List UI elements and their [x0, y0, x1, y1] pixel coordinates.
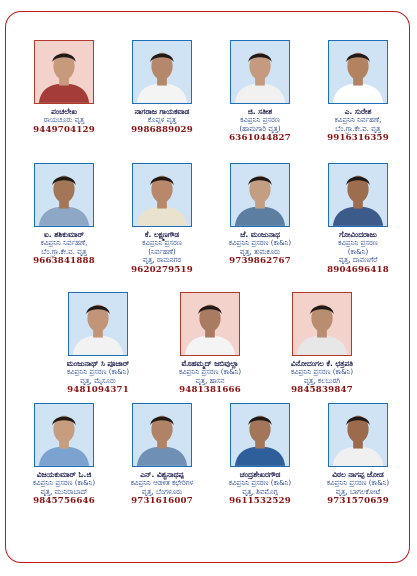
official-phone: 9739862767	[229, 256, 291, 267]
official-card	[158, 292, 262, 395]
official-photo	[68, 292, 128, 356]
official-photo	[328, 403, 388, 467]
man-portrait-icon	[35, 164, 93, 226]
official-designation: ಬೆಂ.ಗ್ರಾ.ಕೇ.ವ. ವೃತ್ತ	[335, 124, 381, 133]
official-designation: ವೃತ್ತ, ತುಮಕೂರು	[239, 247, 281, 256]
man-portrait-icon	[133, 41, 191, 103]
man-portrait-icon	[133, 404, 191, 466]
official-card	[46, 292, 150, 395]
official-designation: ಕವಿಪ್ರನಿನಿ ಪ್ರಸರಣ (ಕಾ&ನಿ)	[290, 368, 354, 376]
official-designation: ವೃತ್ತ, ಮೈಸೂರು	[80, 376, 116, 385]
official-phone: 9731616007	[131, 496, 193, 507]
man-portrait-icon	[35, 41, 93, 103]
official-card	[110, 40, 214, 135]
man-portrait-icon	[329, 41, 387, 103]
official-designation: ಕವಿಪ್ರನಿನಿ ಪ್ರಸರಣ (ಕಾ&ನಿ)	[178, 368, 242, 376]
man-portrait-icon	[133, 164, 191, 226]
official-name: ವಿಠಲ ನಾಗಪ್ಪ ಜೋಡ	[332, 470, 384, 479]
official-photo	[328, 163, 388, 227]
man-portrait-icon	[181, 293, 239, 355]
official-phone: 9620279519	[131, 264, 193, 275]
official-photo	[230, 163, 290, 227]
official-designation: ಕವಿಪ್ರನಿನಿ ನಿರ್ವಹಣೆ,	[40, 239, 88, 247]
official-phone: 8904696418	[327, 264, 389, 275]
official-name: ಕೆ. ಲಕ್ಷ್ಮಣಗೌಡ	[144, 230, 180, 239]
official-phone: 9449704129	[33, 124, 95, 135]
official-card	[12, 403, 116, 506]
official-name: ವಿನೋದಂಗಲ ಕೆ. ಛತ್ರಪತಿ	[290, 359, 354, 368]
man-portrait-icon	[231, 404, 289, 466]
official-designation: (ಹಾಮಗಾರಿ ವೃತ್ತ)	[239, 124, 281, 133]
man-portrait-icon	[329, 404, 387, 466]
official-designation: ಕವಿಪ್ರನಿನಿ ಪ್ರಸರಣ	[338, 239, 378, 247]
official-designation: ಕವಿಪ್ರನಿನಿ ಪ್ರಸರಣ	[240, 116, 280, 124]
official-phone: 9916316359	[327, 133, 389, 144]
official-name: ಎ. ಸುರೇಶ	[344, 107, 372, 116]
man-portrait-icon	[35, 404, 93, 466]
official-name: ವಿಜಯಕುಮಾರ್ ಓ.ಜಿ	[36, 470, 92, 479]
official-phone: 9986889029	[131, 124, 193, 135]
official-card	[110, 403, 214, 506]
official-designation: ರಾಯಚೂರು ವೃತ್ತ	[43, 116, 85, 124]
man-portrait-icon	[231, 164, 289, 226]
official-name: ಜಿ. ಸತೀಶ	[247, 107, 273, 116]
official-designation: ಕವಿಪ್ರನಿನಿ ಪ್ರಸರಣ (ಕಾ&ನಿ)	[66, 368, 130, 376]
official-designation: ವೃತ್ತ, ಹಾಸನ	[195, 376, 225, 385]
official-designation: ಕವಿಪ್ರನಿನಿ ಪ್ರಸರಣ (ಕಾ&ನಿ)	[228, 239, 292, 247]
man-portrait-icon	[69, 293, 127, 355]
official-designation: ವೃತ್ತ, ಕಲಬುರಗಿ	[303, 376, 341, 385]
official-photo	[328, 40, 388, 104]
official-name: ಮಂಜುನಾಥ್ ಸಿ ಪೂಜಾರ್	[66, 359, 130, 368]
official-photo	[132, 40, 192, 104]
official-photo	[34, 163, 94, 227]
official-name: ನಾಗರಾಜ ಗಾಯಕವಾಡ	[134, 107, 190, 116]
official-designation: ಕವಿಪ್ರನಿನಿ ನಿರ್ವಹಣೆ,	[334, 116, 382, 124]
official-designation: ವೃತ್ತ, ಶಿವಮೊಗ್ಗ	[242, 487, 278, 496]
official-card	[306, 163, 410, 275]
official-designation: ಬೆಂ.ಗ್ರಾ.ಕೇ.ವ. ವೃತ್ತ	[41, 247, 87, 256]
official-phone: 9481094371	[67, 385, 129, 396]
official-designation: (ಕಾ&ನಿ)	[347, 247, 369, 256]
official-photo	[34, 403, 94, 467]
official-name: ಗೋವಿಂದರಾಜು	[339, 230, 377, 239]
man-portrait-icon	[293, 293, 351, 355]
man-portrait-icon	[231, 41, 289, 103]
official-card	[208, 40, 312, 143]
official-card	[306, 403, 410, 506]
official-designation: ಕವಿಪ್ರನಿನಿ ಪ್ರಸರಣ (ಕಾ&ನಿ)	[326, 479, 390, 487]
official-designation: ವೃತ್ತ, ಮುನಿರಾಬಾದ್	[40, 487, 88, 496]
official-designation: ಕವಿಪ್ರನಿನಿ ಪ್ರಸರಣ	[142, 239, 182, 247]
official-designation: ವೃತ್ತ, ರಾಮನಗರ	[142, 256, 182, 265]
official-designation: ಕೊಪ್ಪಳ ವೃತ್ತ	[147, 116, 177, 124]
official-card	[12, 163, 116, 266]
official-name: ಪಂಚಲೇಖ	[51, 107, 77, 116]
official-designation: ವೃತ್ತ, ಬಾಗಲಕೋಟೆ	[335, 487, 381, 496]
official-card	[12, 40, 116, 135]
official-photo	[180, 292, 240, 356]
official-card	[270, 292, 374, 395]
official-designation: ಕವಿಪ್ರನಿನಿ ಆಡಳಿತ ಕಛೇರಿಗಳ	[130, 479, 194, 487]
official-phone: 9845756646	[33, 496, 95, 507]
official-designation: ವೃತ್ತ, ದಾವಣಗೆರೆ	[338, 256, 378, 265]
official-name: ಐ. ಶಶಿಕುಮಾರ್	[44, 230, 84, 239]
official-photo	[34, 40, 94, 104]
official-name: ಎನ್. ವಿಶ್ವನಾಥಪ್ಪ	[140, 470, 184, 479]
official-card	[208, 403, 312, 506]
official-phone: 6361044827	[229, 133, 291, 144]
official-name: ಚಂದ್ರಶೇಖರಗೌಡ	[239, 470, 281, 479]
official-photo	[230, 403, 290, 467]
man-portrait-icon	[329, 164, 387, 226]
official-designation: ಕವಿಪ್ರನಿನಿ ಪ್ರಸರಣ (ಕಾ&ನಿ)	[32, 479, 96, 487]
official-phone: 9731570659	[327, 496, 389, 507]
official-phone: 9845839847	[291, 385, 353, 396]
official-designation: (ನಿರ್ವಹಣೆ)	[148, 247, 176, 256]
official-name: ಮೊಹಮ್ಮದ್ ಜಬಿವುಲ್ಲಾ	[181, 359, 239, 368]
official-card	[306, 40, 410, 143]
official-photo	[132, 403, 192, 467]
official-card	[110, 163, 214, 275]
official-photo	[230, 40, 290, 104]
official-photo	[292, 292, 352, 356]
official-card	[208, 163, 312, 266]
official-name: ಜೆ. ಮಂಜುನಾಥ	[240, 230, 280, 239]
official-phone: 9663841888	[33, 256, 95, 267]
official-phone: 9611532529	[229, 496, 291, 507]
official-photo	[132, 163, 192, 227]
official-designation: ವೃತ್ತ, ಬೆಂಗಳೂರು	[141, 487, 183, 496]
official-designation: ಕವಿಪ್ರನಿನಿ ಪ್ರಸರಣ (ಕಾ&ನಿ)	[228, 479, 292, 487]
official-phone: 9481381666	[179, 385, 241, 396]
